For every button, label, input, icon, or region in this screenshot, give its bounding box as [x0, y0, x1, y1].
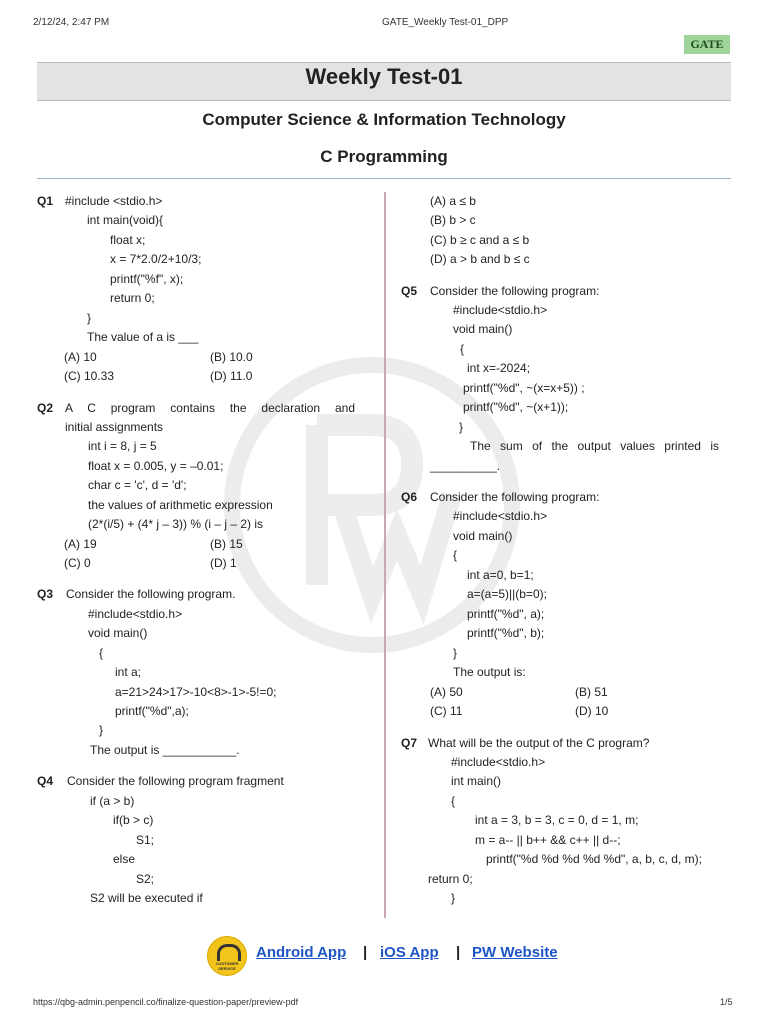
q5-line: {	[460, 342, 465, 356]
q7-line: int a = 3, b = 3, c = 0, d = 1, m;	[475, 813, 639, 827]
print-url: https://qbg-admin.penpencil.co/finalize-question-paper/preview-pdf	[33, 997, 299, 1007]
q7-line: int main()	[451, 774, 502, 788]
q6-option-a: (A) 50	[430, 685, 463, 699]
android-app-link[interactable]: Android App	[256, 944, 347, 961]
q4-line: else	[113, 852, 136, 866]
q6-line: printf("%d", b);	[467, 626, 545, 640]
q4-line: if (a > b)	[90, 794, 135, 808]
q6-line: Consider the following program:	[430, 490, 600, 504]
q4-line: if(b > c)	[113, 813, 154, 827]
question-number-q3: Q3	[37, 587, 54, 601]
q2-option-b: (B) 15	[210, 537, 243, 551]
q1-line: The value of a is ___	[87, 330, 199, 344]
q7-line: m = a-- || b++ && c++ || d--;	[475, 833, 621, 847]
question-number-q1: Q1	[37, 194, 54, 208]
q1-option-d: (D) 11.0	[210, 369, 253, 383]
q6-line: {	[453, 548, 458, 562]
q6-option-b: (B) 51	[575, 685, 608, 699]
q2-option-c: (C) 0	[64, 556, 91, 570]
topic-heading: C Programming	[320, 147, 448, 166]
q4-option-d: (D) a > b and b ≤ c	[430, 252, 530, 266]
q5-line: #include<stdio.h>	[453, 303, 548, 317]
q4-option-b: (B) b > c	[430, 213, 476, 227]
q3-line: int a;	[115, 665, 142, 679]
page-title: Weekly Test-01	[305, 64, 463, 89]
question-number-q5: Q5	[401, 284, 418, 298]
header-rule	[37, 178, 731, 179]
q6-line: #include<stdio.h>	[453, 509, 548, 523]
gate-badge: GATE	[684, 35, 730, 54]
q4-line: S2 will be executed if	[90, 891, 203, 905]
q1-option-c: (C) 10.33	[64, 369, 115, 383]
q1-line: x = 7*2.0/2+10/3;	[110, 252, 202, 266]
q5-line: printf("%d", ~(x+1));	[463, 400, 569, 414]
q4-line: S2;	[136, 872, 155, 886]
q1-line: float x;	[110, 233, 146, 247]
q6-option-c: (C) 11	[430, 704, 463, 718]
q2-line: initial assignments	[65, 420, 164, 434]
print-doc-title: GATE_Weekly Test-01_DPP	[382, 17, 509, 28]
q2-line: float x = 0.005, y = –0.01;	[88, 459, 224, 473]
q6-line: void main()	[453, 529, 513, 543]
q6-option-d: (D) 10	[575, 704, 609, 718]
q3-line: void main()	[88, 626, 148, 640]
q3-line: Consider the following program.	[66, 587, 236, 601]
q1-line: int main(void){	[87, 213, 164, 227]
q7-line: return 0;	[428, 872, 473, 886]
q6-line: int a=0, b=1;	[467, 568, 534, 582]
q5-line: }	[459, 420, 464, 434]
customer-service-logo-icon	[207, 936, 247, 976]
q7-line: What will be the output of the C program?	[428, 736, 650, 750]
q6-line: }	[453, 646, 458, 660]
ios-app-link[interactable]: iOS App	[380, 944, 439, 961]
print-page-number: 1/5	[720, 997, 733, 1007]
subject-heading: Computer Science & Information Technology	[202, 110, 566, 129]
q7-line: {	[451, 794, 456, 808]
column-divider	[384, 192, 386, 918]
q1-option-b: (B) 10.0	[210, 350, 253, 364]
logo-text-line1: CUSTOMER	[215, 961, 239, 966]
q2-line: (2*(i/5) + (4* j – 3)) % (i – j – 2) is	[88, 517, 264, 531]
question-number-q7: Q7	[401, 736, 418, 750]
q5-line: void main()	[453, 322, 513, 336]
q4-option-c: (C) b ≥ c and a ≤ b	[430, 233, 530, 247]
print-datetime: 2/12/24, 2:47 PM	[33, 17, 110, 28]
question-number-q2: Q2	[37, 401, 54, 415]
q2-option-d: (D) 1	[210, 556, 237, 570]
q1-option-a: (A) 10	[64, 350, 97, 364]
q6-line: a=(a=5)||(b=0);	[467, 587, 547, 601]
q7-line: printf("%d %d %d %d %d", a, b, c, d, m);	[486, 852, 702, 866]
link-separator: |	[363, 944, 368, 961]
pw-website-link[interactable]: PW Website	[472, 944, 558, 961]
q5-line: __________.	[430, 459, 501, 473]
q2-line: char c = 'c', d = 'd';	[88, 478, 187, 492]
q2-line: A C program contains the declaration and	[65, 401, 355, 415]
q1-line: #include <stdio.h>	[65, 194, 163, 208]
q3-line: #include<stdio.h>	[88, 607, 183, 621]
q4-option-a: (A) a ≤ b	[430, 194, 476, 208]
q2-line: int i = 8, j = 5	[88, 439, 157, 453]
q3-line: printf("%d",a);	[115, 704, 189, 718]
q5-line: printf("%d", ~(x=x+5)) ;	[463, 381, 585, 395]
q5-line: Consider the following program:	[430, 284, 600, 298]
q1-line: }	[87, 311, 92, 325]
q3-line: a=21>24>17>-10<8>-1>-5!=0;	[115, 685, 277, 699]
q7-line: #include<stdio.h>	[451, 755, 546, 769]
q7-line: }	[451, 891, 456, 905]
q1-line: printf("%f", x);	[110, 272, 184, 286]
logo-text-line2: SERVICE	[218, 966, 236, 971]
q3-line: }	[99, 723, 104, 737]
q4-line: Consider the following program fragment	[67, 774, 284, 788]
link-separator: |	[456, 944, 461, 961]
q1-line: return 0;	[110, 291, 155, 305]
q5-line: int x=-2024;	[467, 361, 531, 375]
question-number-q6: Q6	[401, 490, 418, 504]
q5-line: The sum of the output values printed is	[470, 439, 719, 453]
q3-line: {	[99, 646, 104, 660]
q3-line: The output is ___________.	[90, 743, 240, 757]
q4-line: S1;	[136, 833, 155, 847]
q6-line: The output is:	[453, 665, 526, 679]
q2-option-a: (A) 19	[64, 537, 97, 551]
q2-line: the values of arithmetic expression	[88, 498, 273, 512]
q6-line: printf("%d", a);	[467, 607, 545, 621]
question-number-q4: Q4	[37, 774, 54, 788]
